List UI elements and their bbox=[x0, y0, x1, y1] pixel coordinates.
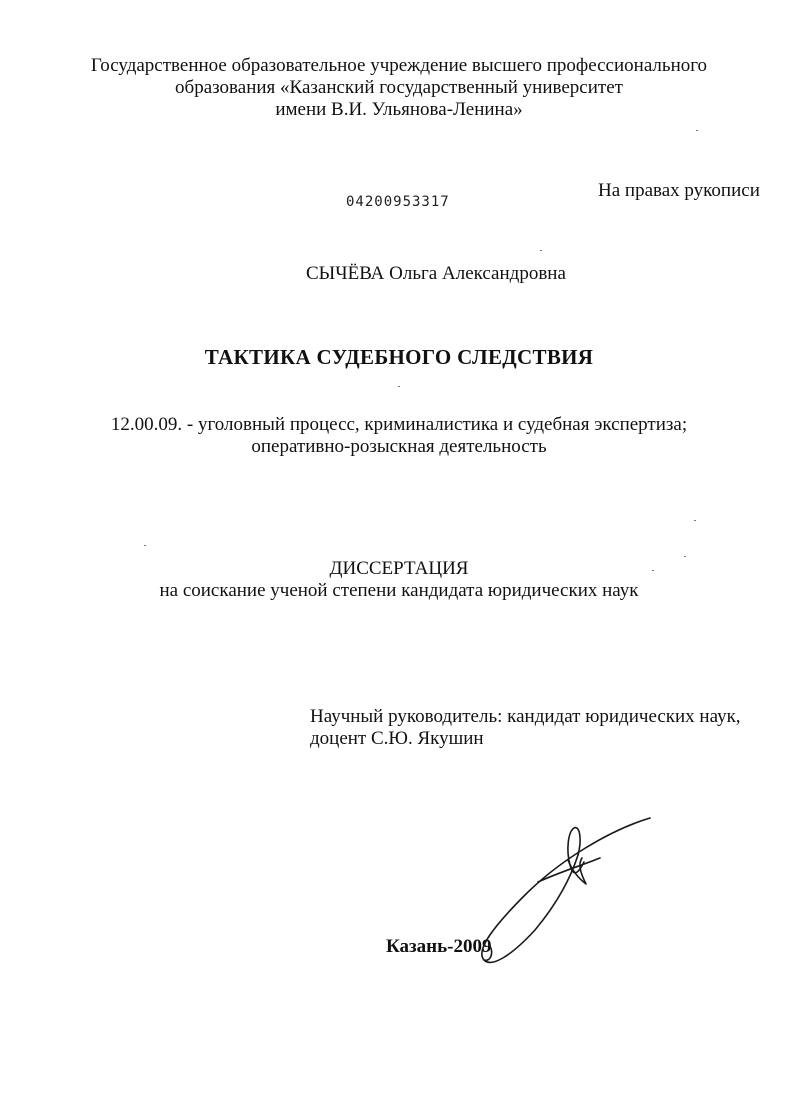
signature-drawing bbox=[450, 810, 680, 980]
scan-speck bbox=[694, 520, 696, 521]
work-type-subtitle: на соискание ученой степени кандидата юридических наук bbox=[159, 580, 639, 601]
specialty-line-2: оперативно-розыскная деятельность bbox=[251, 436, 547, 457]
scan-speck bbox=[540, 250, 542, 251]
signature-loop-stroke bbox=[482, 818, 650, 962]
catalog-number: 04200953317 bbox=[346, 194, 450, 210]
institution-line-2: образования «Казанский государственный университет bbox=[175, 77, 623, 98]
work-type-heading: ДИССЕРТАЦИЯ bbox=[329, 558, 469, 579]
institution-line-3: имени В.И. Ульянова-Ленина» bbox=[275, 99, 523, 120]
signature-underline-stroke bbox=[484, 946, 492, 960]
specialty-line-1: 12.00.09. - уголовный процесс, криминалистика и судебная экспертиза; bbox=[110, 414, 688, 435]
institution-line-1: Государственное образовательное учреждение высшего профессионального bbox=[90, 55, 708, 76]
dissertation-title: ТАКТИКА СУДЕБНОГО СЛЕДСТВИЯ bbox=[204, 345, 594, 369]
scan-speck bbox=[398, 386, 400, 387]
scan-speck bbox=[652, 570, 654, 571]
scan-speck bbox=[696, 130, 698, 131]
scan-speck bbox=[144, 545, 146, 546]
author-name: СЫЧЁВА Ольга Александровна bbox=[306, 263, 566, 284]
scan-speck bbox=[684, 556, 686, 557]
city-year: Казань-2009 bbox=[386, 936, 492, 957]
manuscript-note: На правах рукописи bbox=[598, 180, 760, 201]
supervisor-line-2: доцент С.Ю. Якушин bbox=[310, 728, 484, 749]
supervisor-line-1: Научный руководитель: кандидат юридических наук, bbox=[310, 706, 741, 727]
